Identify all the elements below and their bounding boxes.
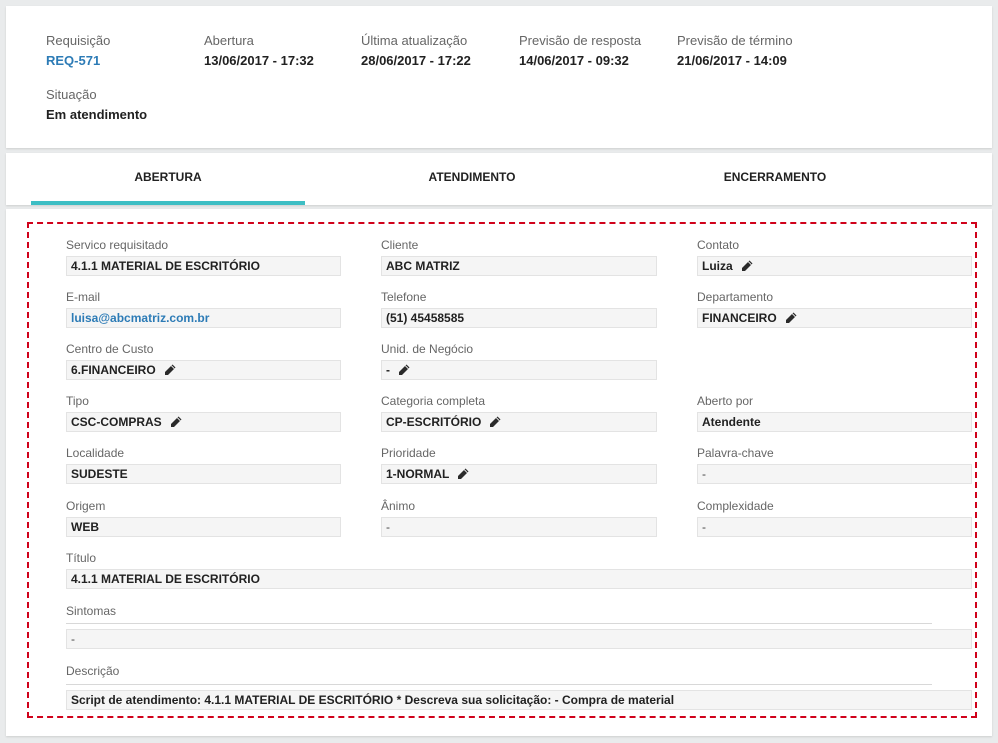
- complexidade-label: Complexidade: [697, 499, 774, 513]
- edit-departamento-pencil-icon[interactable]: [784, 311, 798, 325]
- edit-contato-pencil-icon[interactable]: [740, 259, 754, 273]
- unid-negocio-label: Unid. de Negócio: [381, 342, 474, 356]
- prioridade-text: 1-NORMAL: [386, 467, 450, 481]
- unid-negocio-value: [381, 360, 657, 380]
- tipo-field: [66, 394, 341, 432]
- tipo-label: Tipo: [66, 394, 89, 408]
- ultima-atualizacao-value: 28/06/2017 - 17:22: [361, 53, 471, 68]
- email-link[interactable]: luisa@abcmatriz.com.br: [71, 311, 210, 325]
- contato-field: [697, 238, 972, 276]
- request-summary-card: [6, 6, 992, 148]
- palavra-chave-value: [697, 464, 972, 484]
- centro-custo-text: 6.FINANCEIRO: [71, 363, 156, 377]
- prioridade-field: [381, 446, 657, 484]
- sintomas-text: -: [71, 632, 75, 646]
- descricao-value: [66, 690, 972, 710]
- servico-field: [66, 238, 341, 276]
- sintomas-value: [66, 629, 972, 649]
- animo-label: Ânimo: [381, 499, 416, 513]
- telefone-value: [381, 308, 657, 328]
- email-label: E-mail: [66, 290, 101, 304]
- situacao-value: Em atendimento: [46, 107, 148, 122]
- ultima-atualizacao-label: Última atualização: [361, 33, 468, 48]
- prioridade-label: Prioridade: [381, 446, 436, 460]
- localidade-field: [66, 446, 341, 484]
- sintomas-label: Sintomas: [66, 604, 117, 618]
- telefone-label: Telefone: [381, 290, 427, 304]
- descricao-label: Descrição: [66, 664, 120, 678]
- edit-prioridade-pencil-icon[interactable]: [456, 467, 470, 481]
- tab-bar: [6, 153, 992, 205]
- complexidade-value: [697, 517, 972, 537]
- aberto-por-field: [697, 394, 972, 432]
- servico-value: [66, 256, 341, 276]
- complexidade-text: -: [702, 520, 706, 534]
- abertura-field: [204, 33, 314, 69]
- departamento-value: [697, 308, 972, 328]
- descricao-text: Script de atendimento: 4.1.1 MATERIAL DE ESCRITÓRIO * Descreva sua solicitação: - Compra de material: [71, 693, 675, 707]
- previsao-resposta-label: Previsão de resposta: [519, 33, 642, 48]
- centro-custo-value: [66, 360, 341, 380]
- localidade-value: [66, 464, 341, 484]
- edit-tipo-pencil-icon[interactable]: [169, 415, 183, 429]
- contato-value: [697, 256, 972, 276]
- origem-label: Origem: [66, 499, 106, 513]
- categoria-label: Categoria completa: [381, 394, 486, 408]
- aberto-por-label: Aberto por: [697, 394, 754, 408]
- abertura-value: 13/06/2017 - 17:32: [204, 53, 314, 68]
- tab-abertura[interactable]: ABERTURA: [31, 153, 305, 205]
- titulo-text: 4.1.1 MATERIAL DE ESCRITÓRIO: [71, 572, 260, 586]
- departamento-label: Departamento: [697, 290, 774, 304]
- unid-negocio-text: -: [386, 363, 390, 377]
- animo-text: -: [386, 520, 390, 534]
- requisicao-label: Requisição: [46, 33, 111, 48]
- situacao-label: Situação: [46, 87, 97, 102]
- cliente-field: [381, 238, 657, 276]
- previsao-resposta-value: 14/06/2017 - 09:32: [519, 53, 629, 68]
- tipo-text: CSC-COMPRAS: [71, 415, 162, 429]
- unid-negocio-field: [381, 342, 657, 380]
- email-value: [66, 308, 341, 328]
- centro-custo-field: [66, 342, 341, 380]
- palavra-chave-label: Palavra-chave: [697, 446, 774, 460]
- titulo-field: [66, 551, 972, 589]
- ultima-atualizacao-field: [361, 33, 471, 69]
- cliente-value: [381, 256, 657, 276]
- abertura-label: Abertura: [204, 33, 254, 48]
- descricao-box: [66, 686, 972, 710]
- contato-text: Luiza: [702, 259, 733, 273]
- descricao-divider: [66, 684, 932, 685]
- localidade-label: Localidade: [66, 446, 125, 460]
- departamento-text: FINANCEIRO: [702, 311, 777, 325]
- previsao-termino-field: [677, 33, 793, 69]
- tipo-value: [66, 412, 341, 432]
- abertura-form-card: [6, 209, 992, 736]
- tab-atendimento[interactable]: ATENDIMENTO: [428, 170, 516, 184]
- complexidade-field: [697, 499, 972, 537]
- tab-encerramento[interactable]: ENCERRAMENTO: [723, 170, 827, 184]
- edit-centro-custo-pencil-icon[interactable]: [163, 363, 177, 377]
- titulo-value: [66, 569, 972, 589]
- categoria-text: CP-ESCRITÓRIO: [386, 415, 482, 429]
- sintomas-divider: [66, 623, 932, 624]
- requisicao-id-link[interactable]: REQ-571: [46, 53, 101, 68]
- animo-field: [381, 499, 657, 537]
- previsao-termino-value: 21/06/2017 - 14:09: [677, 53, 787, 68]
- origem-field: [66, 499, 341, 537]
- servico-text: 4.1.1 MATERIAL DE ESCRITÓRIO: [71, 259, 260, 273]
- palavra-chave-field: [697, 446, 972, 484]
- sintomas-box: [66, 625, 972, 649]
- cliente-text: ABC MATRIZ: [386, 259, 460, 273]
- aberto-por-value: [697, 412, 972, 432]
- servico-label: Servico requisitado: [66, 238, 169, 252]
- origem-text: WEB: [71, 520, 99, 534]
- cliente-label: Cliente: [381, 238, 419, 252]
- edit-unid-negocio-pencil-icon[interactable]: [397, 363, 411, 377]
- email-field: [66, 290, 341, 328]
- centro-custo-label: Centro de Custo: [66, 342, 154, 356]
- origem-value: [66, 517, 341, 537]
- requisicao-field: [46, 33, 110, 69]
- titulo-label: Título: [66, 551, 97, 565]
- descricao-field: [66, 664, 972, 678]
- edit-categoria-pencil-icon[interactable]: [488, 415, 502, 429]
- aberto-por-text: Atendente: [702, 415, 761, 429]
- palavra-chave-text: -: [702, 467, 706, 481]
- localidade-text: SUDESTE: [71, 467, 128, 481]
- prioridade-value: [381, 464, 657, 484]
- categoria-value: [381, 412, 657, 432]
- contato-label: Contato: [697, 238, 740, 252]
- previsao-termino-label: Previsão de término: [677, 33, 793, 48]
- situacao-field: [46, 87, 147, 123]
- telefone-field: [381, 290, 657, 328]
- categoria-field: [381, 394, 657, 432]
- telefone-text: (51) 45458585: [386, 311, 465, 325]
- departamento-field: [697, 290, 972, 328]
- animo-value: [381, 517, 657, 537]
- sintomas-field: [66, 604, 972, 618]
- previsao-resposta-field: [519, 33, 641, 69]
